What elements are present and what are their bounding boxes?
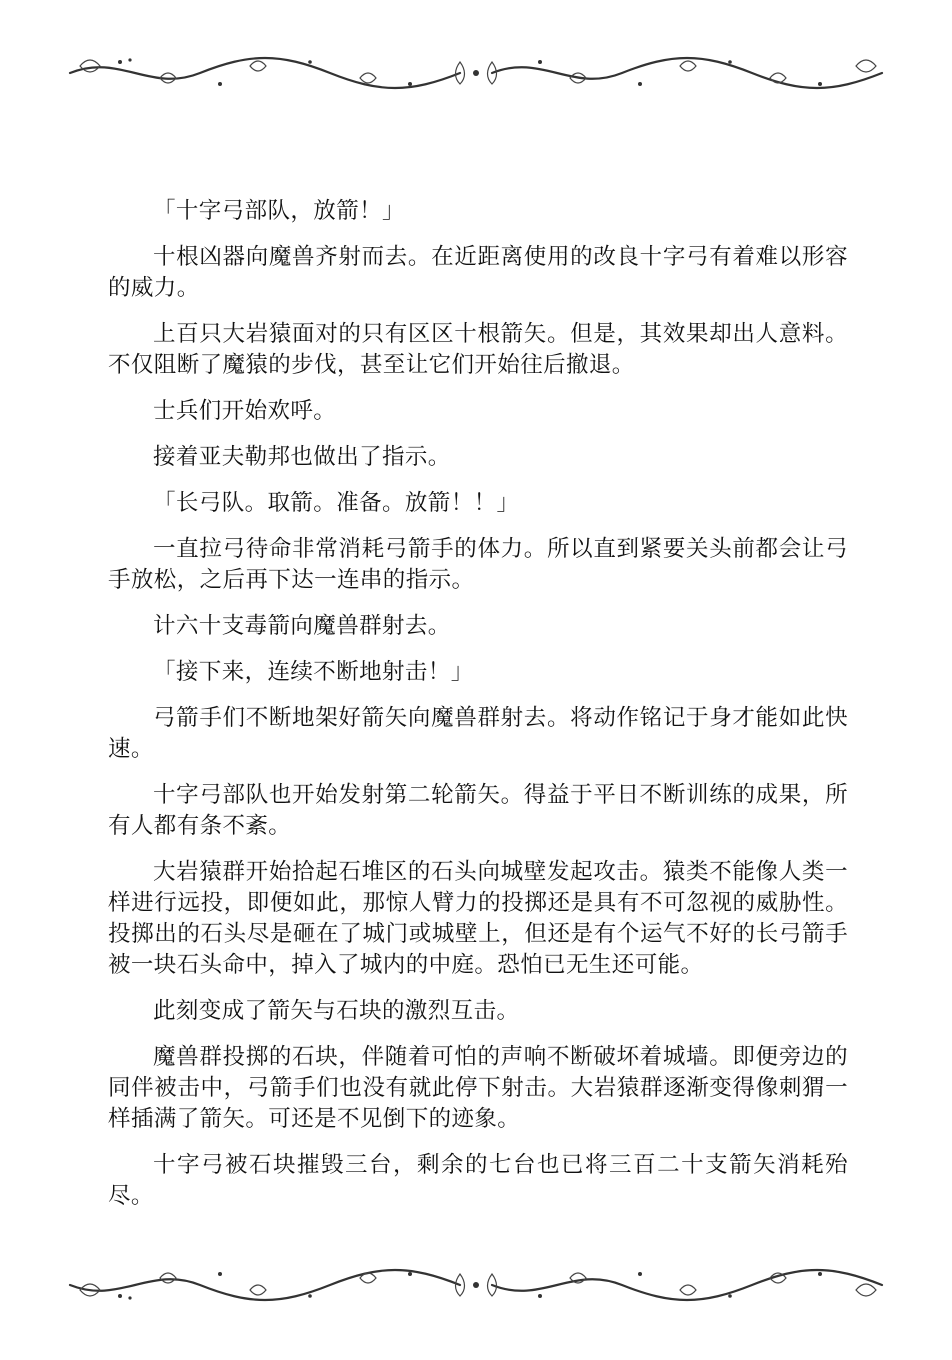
paragraph: 魔兽群投掷的石块，伴随着可怕的声响不断破坏着城墙。即便旁边的同伴被击中，弓箭手们也没有就此停下射击。大岩猿群逐渐变得像刺猬一样插满了箭矢。可还是不见倒下的迹象。: [108, 1044, 848, 1132]
paragraph: 此刻变成了箭矢与石块的激烈互击。: [153, 998, 520, 1024]
top-ornament: [60, 48, 892, 98]
paragraph: 大岩猿群开始拾起石堆区的石头向城壁发起攻击。猿类不能像人类一样进行远投，即便如此，那惊人臂力的投掷还是具有不可忽视的威胁性。投掷出的石头尽是砸在了城门或城壁上，但还是有个运气不好的长弓箭手被一块石头命中，掉入了城内的中庭。恐怕已无生还可能。: [108, 859, 848, 978]
paragraph: 十字弓部队也开始发射第二轮箭矢。得益于平日不断训练的成果，所有人都有条不紊。: [108, 782, 848, 839]
bottom-ornament: [60, 1260, 892, 1310]
text-body: [108, 196, 848, 1227]
paragraph: 「长弓队。取箭。准备。放箭！！」: [153, 490, 520, 516]
paragraph: 十字弓被石块摧毁三台，剩余的七台也已将三百二十支箭矢消耗殆尽。: [108, 1152, 848, 1209]
paragraph: 「十字弓部队，放箭！」: [153, 198, 405, 224]
paragraph: 计六十支毒箭向魔兽群射去。: [153, 613, 451, 639]
vine-ornament-icon: [60, 1260, 892, 1310]
paragraph: 一直拉弓待命非常消耗弓箭手的体力。所以直到紧要关头前都会让弓手放松，之后再下达一连串的指示。: [108, 536, 848, 593]
paragraph: 十根凶器向魔兽齐射而去。在近距离使用的改良十字弓有着难以形容的威力。: [108, 244, 848, 301]
vine-ornament-icon: [60, 48, 892, 98]
paragraph: 上百只大岩猿面对的只有区区十根箭矢。但是，其效果却出人意料。不仅阻断了魔猿的步伐，甚至让它们开始往后撤退。: [108, 321, 848, 378]
paragraph: 「接下来，连续不断地射击！」: [153, 659, 474, 685]
paragraph: 士兵们开始欢呼。: [153, 398, 337, 424]
paragraph: 接着亚夫勒邦也做出了指示。: [153, 444, 451, 470]
paragraph: 弓箭手们不断地架好箭矢向魔兽群射去。将动作铭记于身才能如此快速。: [108, 705, 848, 762]
